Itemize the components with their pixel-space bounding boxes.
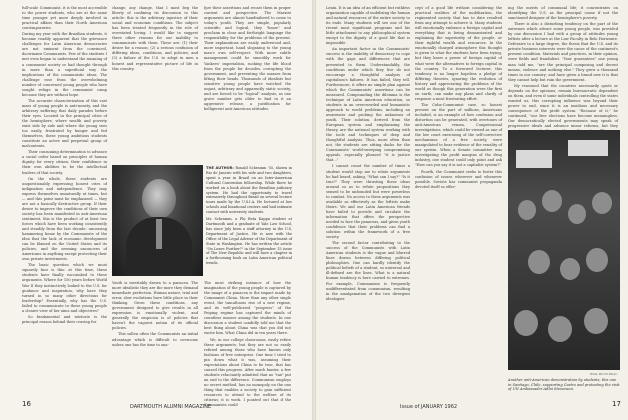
footer-left: DARTMOUTH ALUMNI MAGAZINE (130, 404, 212, 410)
paragraph: My reasoned that the countries necessarily quote or depends on the opinions; remain bureaucratic dependent on them, and even if some individuals controlling the states wanted us, this corrupting influence was beyond their power to end, since it is an insidious and necessary consequence of the profit system. "Because of it," he continued, "our free elections have become meaningless. Our democratically elected governments may speak of progressive ideals and advance minor reforms, but they (508, 83, 618, 129)
paragraph: The accurate characterization of this vast mass of young people is anti-nonety, and the arbitrary suffering that daily parades before their eyes. Located in the principal cities of the hemisphere, where wealth and poverty exist side by side and where the young sees too easily, frustrated by hunger and fed themselves, these young ambitious students constitute an active and perpetual group of malcontents. (22, 98, 107, 149)
paragraph: Fourth, the Communist seeks to foster this confusion of issues wherever and whenever possible. Soviets has communist propaganda devoted itself so effec- (415, 169, 502, 189)
paragraph: ing the merits of communal life; it concentrates on identifying the U.S. as the principal cause if not the sanctioned designer of the hemisphere's poverty. (508, 6, 618, 21)
crowd-figure (542, 190, 562, 212)
paragraph: cept of a good life without considering the practical realities of the mobilization, the regimented society that has to date resulted from any attempt to achieve it. Many students will emotionally embrace a foreign capital and everything that is being demonstrated and explaining the superiority of the people, or their rightful wealth and resources. In the emotionally charged atmosphere this thought is given to what the students have been trying, but they know a power of foreign capital of what were the alternatives to foreign capital in the country. To a furrowed lecturer, this tendency is no longer hopeless a pledge of differing theories, ignoring the evolution of history and appreciating the problems of the world as though this generation were the first on earth, can make any plans and clarify of response a most frustrating effort. (415, 6, 502, 101)
crowd-figure (586, 248, 608, 272)
paragraph: lyze their assertions and recast them in proper context and perspective. The Marxist arguments are almost handtailored to come to today's youth. They are simple, popularly scientific and logical, they "know" and proclaim in clear and forthright language the responsibility for the problems of the present. Their explanations are easily understood and, more important, hand sloganing to the young man's own self-respect. With more subtle management could he smoothly work for Yankees' imperialism, sucking the life blood from the people for decades, corrupting the government, and preventing the masses from lifting their heads. Thousands of idealists but sensitive young people have watched the unjust, arbitrary and apparently static society, and are forced to be "logical" analysis; as one grave number gets older to find in it an aggressive release, a justification for belligerent anti-American attitudes. (204, 6, 291, 111)
paragraph: On the whole, these students are unquestionably expressing honest cries of indignation and independence. They may express themselves unnaturally at times, but — and this point must be emphasized — they are not a basically destructive group. If their desire to improve the conditions of their own society has been manifested in anti-American sentiment, this is the product of at least two forces which have been working consistently and steadily from the last decade: unceasing hammering home by the Communists of the idea that the lack of economic development can be blamed on the United States and its policies, and the seeming unconcern of Americans in anything except protecting their own private investments. (22, 176, 107, 262)
paragraph: The most striking instance of how the imagination of the young people is captured by the image of a panacea is the impact made by Communist China. More than any other single event, the tumultuous rise of a new regime, and its well-publicized "progress" of the Peiping regime has captured the minds of countless masses among the students. In one discussion a student candidly told me that the best thing about China was that you did not excite him. What China did in ten years there. (204, 281, 291, 336)
left-column-3-top (204, 6, 291, 161)
crowd-figure (514, 310, 538, 336)
crowd-figure (518, 200, 536, 220)
photo-credit: Wide World Photo (590, 372, 618, 376)
paragraph: I cannot count the number of times a student would stop me to relate arguments he had heard, asking, "What can I say?" "Is it true?" They were thrusting these ideas around so as to refute propositions they sensed to be unfounded but were powerless to combat. No access to these arguments was available as effectively as the leftists make theirs. We and our Latin American friends have failed to provide and circulate the information that offers the perspective needed to face the panaceas, and given youth confidence that their problems can find a solution within the framework of a free society. (326, 164, 410, 240)
page-number-right: 17 (612, 400, 621, 408)
left-column-2-bottom (112, 281, 198, 404)
paragraph: The basic question which we must squarely face is this: at this time, these students have finally succumbed to these arguments. Where for 150 years before World War II they instinctively looked to the U.S. for guidance and inspiration, why have they turned in so many other directions for leadership? Essentially, why has the U.S. failed to communicate to these young people a clearer view of her aims and objectives? (22, 263, 107, 313)
author-photo (112, 165, 203, 276)
right-column-2 (415, 6, 502, 336)
demonstration-photo (508, 130, 620, 370)
page-number-left: 16 (22, 400, 31, 408)
page-gutter (312, 0, 316, 420)
paragraph: Youth is inevitably drawn to a panacea. The more idealistic they are the more they demand immediate perfection. Human nature, trial and error, slow evolutions have little place in their thinking. Given these conditions, any government designed to give results in all expression is emotionally violent, and generally the suspicion is of policies that haven't the vaguest notion of its official policies. (112, 281, 198, 331)
caption-text-2: Mr. Schramm, a Phi Beta Kappa student at Dartmouth and a graduate of Yale Law School, has since July been a staff attorney in the U.S. Department of Justice. He is now with the Office of the Legal Adviser of the Department of State in Washington. He has written the article "On Leave Further?" in the September 15 issue of The New Republic and will have a chapter in a forthcoming book on Latin American political trends. (206, 217, 292, 266)
paragraph: We, in our college classrooms, easily refute these arguments; but they are not so easily refuted among those who have known only fashions of free enterprise. One time I tried to pin down what it was, assuming their expectations about China to be true, that has caused this progress. After much banter, a few students reluctantly admitted that no "tax" put an end to the difference. Communism employs no secret method, has no monopoly on the one thing that enables a society to gain sufficient resources to attend to the welfare of its citizens; it is work. I pointed out that if the Communists could (204, 337, 291, 408)
photo-caption: Another anti-American demonstration by students, this one in Santiago, Chile, supporting Castro and protesting the visit of UN Ambassador Adlai Stevenson. (508, 378, 620, 392)
protest-sign (568, 140, 608, 156)
paragraph: Their consuming determination to advance a social order based on principles of human dignity for every citizen, their confidence in their own abilities to be the intellectual leaders of that society. (22, 150, 107, 175)
paragraph-text: During my year with the Brazilian students, it became readily apparent that the grievance challenges for Latin American democracies are not eminent from the convinced, doctrinaire Communists. Few of the students I met even began to understand the meaning of a communist society or had thought through in more than a superficial way the implications of the communistic ideas. The challenge rose from the overwhelming number of concerned young people who have sought refuge in the communist camp because they are without hope. (22, 32, 107, 97)
paragraph: So fundamental and intricate is the principal reason behind their craving for (22, 314, 107, 324)
photo-figure-head (142, 179, 176, 219)
left-column-3-bottom (204, 281, 291, 408)
author-caption (206, 166, 292, 276)
crowd-figure (592, 192, 612, 214)
paragraph: This sullen often the Communists an initial advantage which is difficult to overcome unless one has the time to ana- (112, 332, 198, 347)
crowd-figure (584, 308, 608, 334)
paragraph (22, 32, 107, 98)
paragraph: The second factor contributing to the success of the Communists with Latin American students is the vague and blurred lines drawn between differing political philosophies. One can hardly identify the political beliefs of a student, so universal and ill-defined are the lines. What is a natural human tendency is here carried to extremes. For example, Communism is frequently undifferentiated from communism, resulting in the amalgamation of the two divergent ideologies (326, 241, 410, 301)
right-column-1 (326, 6, 410, 336)
crowd-figure (560, 258, 580, 280)
paragraph: change, any change, that I most beg the liberty of confining its discussion to this article: this is the arbitrary injustice of their social and economic conditions. The subject has been treated frequently in the role of overstated loving. I would like to suggest three other reasons for our inability to communicate with them. These are: (1) their desire for a reason; (2) a serious confusion of differing ideas, conditions, and policies; and (3) a failure of the U.S. to adopt in men a honest and representative picture of life in this country. (112, 6, 198, 71)
crowd-figure (528, 250, 550, 274)
paragraph: An important factor in the Communists' success is the inability of democracy to cope with the gaps and differences that are presented to them. Understandably, the conditions under which they live do not encourage a thoughtful analysis of capitalism's failures. It has failed, they tell. Furthermore, it offers no simple plan against which the Communists' assertions can be measured. Compounding the dilemma is the technique of Latin American education, so students in an overcrowded and humanistic approach to world problems, including an awareness and probing the unknowns of youth. Their solution, derived from the European system and emphasizing the theory, are the national system working with the tools and techniques of deep and thoughtful analysis. Thus, more often than not, the students are sitting ducks for the Communists' world-sweeping compromising appeals, especially phrased "it is justice that..." (326, 47, 410, 163)
paragraph: The Cuba-Communist case, so honest present on the part of millions, Americans included, is an example of how confusion and distortion can be generated, with overtones of anti-American venom. Congressional investigations, which could be viewed as one of the low court exercising of the self-corrective mechanisms of a free society, were manipulated to hear evidence of the venality of our system. When a Senate committee was investigating the profit margins of the drug industry, one student could only point and ask "How can you say it is not a capitalist system?" (415, 102, 502, 168)
paragraph: There is also a disturbing tendency on the part of the extremes which attract some young people, was provided by one discussion I had with a group of attitudes young leftists after a lecture at the Law Faculty in Belo Horizonte. Defensive to a large degree, the thesis that the U.S. and its private business interests were the cause of the continent's present condition. Materials and practices, in their opinion, were fields and fraudulent. "Your guarantees" one young man told me, "are the principal composing and decent means, violence and nothing else." They grew a thousand times in our country; and have given a brand new it is that they cannot help but ruin the government. (508, 22, 618, 82)
protest-sign (516, 150, 552, 168)
paragraph: full-scale Communist, it is the most accessible to the power students, who are at the same time younger yet more deeply involved in practical affairs than their North American contemporaries. (22, 6, 107, 31)
crowd-figure (548, 316, 572, 342)
caption-text: Ronald Schramm '55, shown in Rio de Janeiro with his wife and two daughters, spent a year in Brazil on an Inter-American Cultural Convention fellowship. While there he worked on a book about the Brazilian judiciary system. He had the opportunity to travel extensively throughout Brazil on several lecture tours made by the U.S.I.A. He lectured at law schools and binational centers and had intimate contact with university students. (206, 166, 292, 215)
footer-right: Issue of JANUARY 1962 (400, 404, 458, 410)
paragraph: Lenin. It is an idea of an efficient but ruthless organization capable of mobilizing the human and natural resources of the entire society to its ends. Many students will see one of the recent most significant programs and his little attachment to any philosophical system except to the dignity of a good life that is impossible. (326, 6, 410, 46)
caption-lead: THE AUTHOR: (206, 166, 234, 170)
photo-figure-tie (156, 219, 162, 249)
left-column-2-top (112, 6, 198, 161)
right-column-3 (508, 6, 618, 129)
crowd-figure (568, 204, 586, 224)
left-column-1 (22, 6, 107, 404)
